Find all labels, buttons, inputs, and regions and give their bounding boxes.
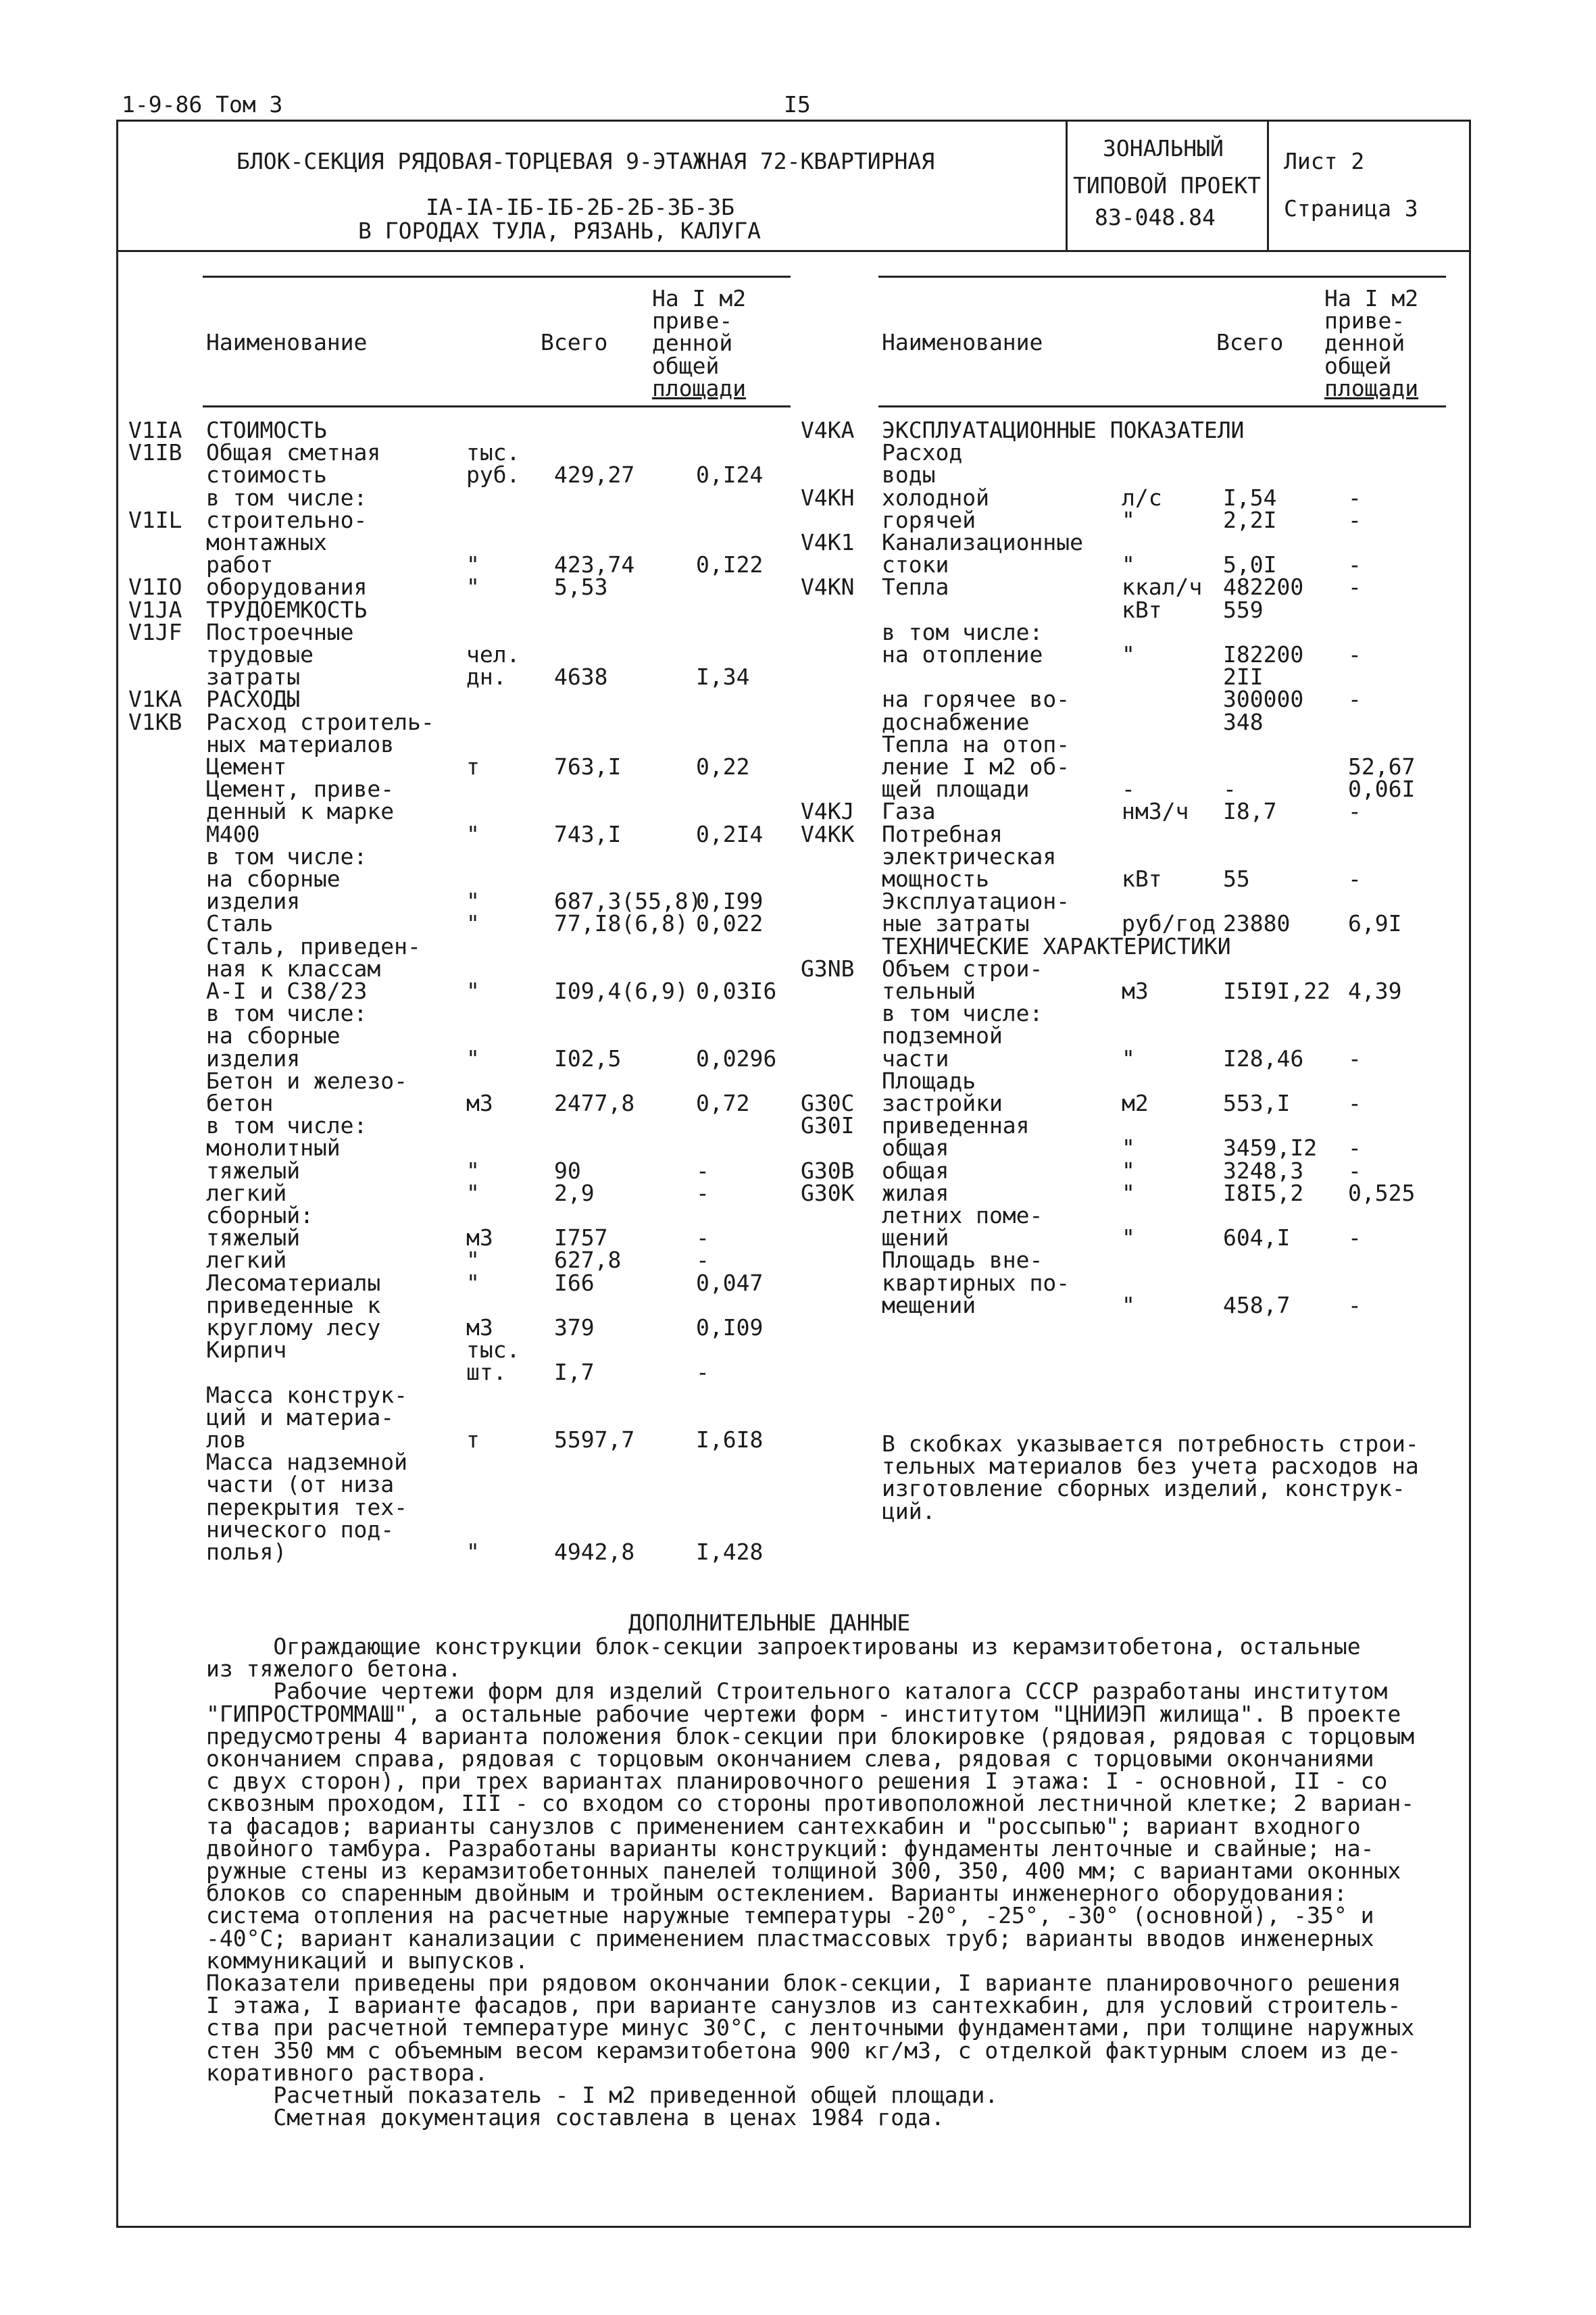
additional-line: окончанием справа, рядовая с торцовым окончанием слева, рядовая с торцовыми окончаниями	[206, 1745, 1374, 1772]
row-name: мощность	[882, 866, 989, 892]
row-name: бетон	[206, 1090, 274, 1116]
row-name: в том числе:	[206, 484, 368, 511]
footnote-line: ций.	[882, 1497, 936, 1524]
row-total: 3459,I2	[1223, 1135, 1318, 1162]
row-unit: т	[466, 753, 480, 780]
per-m2-header-line: общей	[1324, 352, 1392, 379]
row-name: тяжелый	[206, 1157, 301, 1184]
row-unit: "	[466, 574, 480, 601]
additional-line: сквозным проходом, III - со входом со стороны противоположной лестничной клетке; 2 вариан-	[206, 1790, 1415, 1817]
additional-line: Ограждающие конструкции блок-секции запроектированы из керамзитобетона, остальные	[206, 1633, 1361, 1660]
row-name: изделия	[206, 1045, 301, 1072]
row-per-m2: 52,67	[1348, 753, 1416, 780]
right-table-head-rule	[878, 405, 1446, 407]
row-per-m2: 6,9I	[1348, 910, 1402, 937]
row-per-m2: 0,0296	[696, 1045, 777, 1072]
row-unit: "	[466, 910, 480, 937]
row-total: 604,I	[1223, 1224, 1291, 1251]
row-name: в том числе:	[206, 1000, 368, 1027]
row-name: на сборные	[206, 866, 341, 892]
row-name: жилая	[882, 1179, 949, 1206]
left-table-head-rule	[203, 405, 791, 407]
row-unit: "	[466, 1179, 480, 1206]
row-name: затраты	[206, 664, 301, 691]
row-name: ная к классам	[206, 955, 381, 982]
row-name: общая	[882, 1135, 949, 1162]
row-total: 348	[1223, 708, 1264, 735]
per-m2-header-line: площади	[1324, 374, 1419, 401]
row-unit: м3	[466, 1314, 493, 1341]
additional-line: Расчетный показатель - I м2 приведенной общей площади.	[206, 2082, 999, 2108]
per-m2-header-line: общей	[652, 352, 720, 379]
row-code: V1JF	[128, 618, 182, 645]
row-per-m2: I,34	[696, 664, 750, 691]
row-name: легкий	[206, 1179, 287, 1206]
row-unit: кВт	[1122, 596, 1162, 623]
row-name: воды	[882, 462, 936, 489]
additional-line: двойного тамбура. Разработаны варианты конструкций: фундаменты ленточные и свайные; на-	[206, 1835, 1374, 1862]
row-per-m2: 0,047	[696, 1269, 764, 1296]
row-name: ные затраты	[882, 910, 1030, 937]
row-name: щений	[882, 1224, 949, 1251]
row-per-m2: 0,I22	[696, 551, 764, 578]
row-name: ТРУДОЕМКОСТЬ	[206, 596, 368, 623]
row-unit: "	[1122, 506, 1135, 533]
row-name: на отопление	[882, 641, 1043, 668]
row-name: Объем строи-	[882, 955, 1043, 982]
row-per-m2: -	[1348, 1045, 1362, 1072]
row-total: 300000	[1223, 686, 1304, 713]
row-per-m2: -	[1348, 574, 1362, 601]
row-total: 5597,7	[554, 1426, 635, 1453]
title-line2: IA-IA-IБ-IБ-2Б-2Б-3Б-3Б	[426, 194, 734, 220]
row-code: V1KA	[128, 686, 182, 713]
title-line3: В ГОРОДАХ ТУЛА, РЯЗАНЬ, КАЛУГА	[358, 218, 762, 244]
row-total: 559	[1223, 596, 1264, 623]
per-m2-header-line: денной	[652, 330, 733, 357]
row-name: застройки	[882, 1090, 1003, 1116]
row-per-m2: 0,2I4	[696, 820, 764, 847]
row-total: 5,53	[554, 574, 608, 601]
row-per-m2: -	[1348, 551, 1362, 578]
row-per-m2: 0,525	[1348, 1179, 1416, 1206]
row-name: круглому лесу	[206, 1314, 381, 1341]
left-col-total: Всего	[541, 329, 608, 355]
row-total: 2477,8	[554, 1090, 635, 1116]
row-total: 2,9	[554, 1179, 595, 1206]
row-name: на сборные	[206, 1022, 341, 1049]
row-unit: руб/год	[1122, 910, 1216, 937]
row-name: Масса надземной	[206, 1449, 408, 1476]
row-name: в том числе:	[206, 1112, 368, 1139]
row-total: 90	[554, 1157, 581, 1184]
row-total: I8I5,2	[1223, 1179, 1304, 1206]
additional-line: I этажа, I варианте фасадов, при варианте санузлов из сантехкабин, для условий строитель-	[206, 1992, 1401, 2019]
header-sheet-box	[1268, 122, 1469, 252]
row-per-m2: 0,06I	[1348, 776, 1416, 803]
row-total: I,54	[1223, 484, 1277, 511]
row-name: тяжелый	[206, 1224, 301, 1251]
additional-line: ружные стены из керамзитобетонных панелей толщиной 300, 350, 400 мм; с вариантами оконных	[206, 1858, 1401, 1884]
row-total: I8,7	[1223, 798, 1277, 825]
row-total: 55	[1223, 866, 1250, 892]
row-name: Масса конструк-	[206, 1381, 408, 1408]
per-m2-header-line: приве-	[1324, 307, 1405, 334]
row-name: трудовые	[206, 641, 314, 668]
row-unit: "	[1122, 1045, 1135, 1072]
row-name: летних поме-	[882, 1202, 1043, 1228]
row-per-m2: -	[696, 1179, 709, 1206]
row-unit: "	[1122, 1135, 1135, 1162]
row-name: изделия	[206, 888, 301, 915]
additional-line: система отопления на расчетные наружные температуры -20°, -25°, -30° (основной), -35° и	[206, 1902, 1374, 1929]
row-total: 77,I8(6,8)	[554, 910, 689, 937]
sheet-label: Лист 2	[1284, 148, 1365, 174]
row-name: Эксплуатацион-	[882, 888, 1070, 915]
row-name: стоки	[882, 551, 949, 578]
row-name: Лесоматериалы	[206, 1269, 381, 1296]
row-name: монолитный	[206, 1135, 341, 1162]
row-unit: шт.	[466, 1359, 507, 1386]
row-name: Бетон и железо-	[206, 1067, 408, 1094]
row-total: 5,0I	[1223, 551, 1277, 578]
row-name: нического под-	[206, 1516, 395, 1543]
additional-line: Сметная документация составлена в ценах 1984 года.	[206, 2104, 945, 2131]
row-code: V1IB	[128, 439, 182, 466]
row-per-m2: -	[1348, 798, 1362, 825]
row-unit: "	[466, 1045, 480, 1072]
page-label: Страница 3	[1284, 195, 1418, 222]
row-per-m2: -	[1348, 641, 1362, 668]
row-per-m2: -	[1348, 484, 1362, 511]
additional-line: стен 350 мм с объемным весом керамзитобетона 900 кг/м3, с отделкой фактурным слоем из де-	[206, 2037, 1401, 2064]
row-name: общая	[882, 1157, 949, 1184]
row-per-m2: -	[1348, 1090, 1362, 1116]
row-unit: м3	[466, 1090, 493, 1116]
row-total: 2,2I	[1223, 506, 1277, 533]
additional-line: Показатели приведены при рядовом окончании блок-секции, I варианте планировочного решения	[206, 1970, 1401, 1996]
row-name: холодной	[882, 484, 989, 511]
row-per-m2: -	[1348, 866, 1362, 892]
right-col-total: Всего	[1216, 329, 1284, 355]
row-unit: "	[466, 551, 480, 578]
row-name: доснабжение	[882, 708, 1030, 735]
row-name: оборудования	[206, 574, 368, 601]
row-unit: "	[466, 978, 480, 1004]
additional-line: блоков со спаренным двойным и тройным остеклением. Варианты инженерного оборудования:	[206, 1880, 1347, 1907]
row-unit: т	[466, 1426, 480, 1453]
row-name: на горячее во-	[882, 686, 1070, 713]
row-total: 429,27	[554, 462, 635, 489]
project-line1: ЗОНАЛЬНЫЙ	[1103, 135, 1224, 161]
row-unit: "	[466, 1539, 480, 1565]
top-left-ref: 1-9-86 Том 3	[122, 91, 283, 118]
row-name: Цемент	[206, 753, 287, 780]
row-per-m2: 0,I24	[696, 462, 764, 489]
row-name: Сталь	[206, 910, 274, 937]
row-total: I757	[554, 1224, 608, 1251]
row-name: РАСХОДЫ	[206, 686, 301, 713]
row-code: G30I	[801, 1112, 855, 1139]
row-name: Площадь	[882, 1067, 976, 1094]
row-per-m2: -	[696, 1359, 709, 1386]
row-name: Построечные	[206, 618, 354, 645]
row-name: Общая сметная	[206, 439, 381, 466]
right-table-top-rule	[878, 276, 1446, 278]
additional-line: -40°С; вариант канализации с применением пластмассовых труб; варианты вводов инженерных	[206, 1924, 1374, 1951]
row-per-m2: 0,I09	[696, 1314, 764, 1341]
row-name: ление I м2 об-	[882, 753, 1070, 780]
row-code: V1IA	[128, 417, 182, 443]
row-name: приведенные к	[206, 1291, 381, 1318]
row-unit: м2	[1122, 1090, 1149, 1116]
row-code: V4KA	[801, 417, 855, 443]
row-code: V1IO	[128, 574, 182, 601]
row-unit: кВт	[1122, 866, 1162, 892]
row-name: ций и материа-	[206, 1403, 395, 1430]
row-name: легкий	[206, 1247, 287, 1274]
row-unit: м3	[466, 1224, 493, 1251]
row-name: Потребная	[882, 820, 1003, 847]
row-unit: л/с	[1122, 484, 1162, 511]
row-total: 23880	[1223, 910, 1291, 937]
row-name: М400	[206, 820, 260, 847]
row-name: работ	[206, 551, 274, 578]
row-code: G30K	[801, 1179, 855, 1206]
row-unit: чел.	[466, 641, 520, 668]
row-name: перекрытия тех-	[206, 1493, 408, 1520]
row-per-m2: -	[1348, 1291, 1362, 1318]
row-total: 379	[554, 1314, 595, 1341]
row-total: I82200	[1223, 641, 1304, 668]
row-per-m2: -	[1348, 506, 1362, 533]
row-name: Сталь, приведен-	[206, 932, 421, 960]
row-per-m2: 0,022	[696, 910, 764, 937]
row-total: I09,4(6,9)	[554, 978, 689, 1004]
row-name: денный к марке	[206, 798, 395, 825]
row-code: G30B	[801, 1157, 855, 1184]
row-unit: "	[466, 888, 480, 915]
row-name: Расход строитель-	[206, 708, 434, 735]
row-unit: "	[1122, 1224, 1135, 1251]
row-name: части (от низа	[206, 1471, 395, 1498]
row-name: горячей	[882, 506, 976, 533]
row-name: ТЕХНИЧЕСКИЕ ХАРАКТЕРИСТИКИ	[882, 932, 1231, 960]
row-unit: "	[1122, 1157, 1135, 1184]
row-per-m2: -	[696, 1224, 709, 1251]
row-name: сборный:	[206, 1202, 314, 1228]
additional-line: с двух сторон), при трех вариантах планировочного решения I этажа: I - основной, II - со	[206, 1768, 1388, 1795]
row-unit: тыс.	[466, 439, 520, 466]
row-name: ных материалов	[206, 730, 395, 757]
row-total: 482200	[1223, 574, 1304, 601]
row-name: Расход	[882, 439, 963, 466]
row-name: электрическая	[882, 843, 1057, 870]
per-m2-header-line: приве-	[652, 307, 733, 334]
row-per-m2: 0,03I6	[696, 978, 777, 1004]
row-name: щей площади	[882, 776, 1030, 803]
row-per-m2: -	[1348, 1224, 1362, 1251]
row-name: Площадь вне-	[882, 1247, 1043, 1274]
row-per-m2: 0,I99	[696, 888, 764, 915]
row-code: V1KB	[128, 708, 182, 735]
row-name: лов	[206, 1426, 247, 1453]
page-number: I5	[784, 91, 811, 118]
row-total: 627,8	[554, 1247, 622, 1274]
right-col-name: Наименование	[882, 329, 1043, 355]
row-name: Кирпич	[206, 1337, 287, 1364]
row-name: квартирных по-	[882, 1269, 1070, 1296]
row-total: 763,I	[554, 753, 622, 780]
row-code: V1IL	[128, 506, 182, 533]
row-total: 687,3(55,8)	[554, 888, 702, 915]
additional-line: та фасадов; варианты санузлов с применением сантехкабин и "россыпью"; вариант входного	[206, 1812, 1361, 1839]
title-line1: БЛОК-СЕКЦИЯ РЯДОВАЯ-ТОРЦЕВАЯ 9-ЭТАЖНАЯ 72-КВАРТИРНАЯ	[236, 148, 935, 174]
per-m2-header-line: площади	[652, 374, 747, 401]
row-name: Цемент, приве-	[206, 776, 395, 803]
row-name: ЭКСПЛУАТАЦИОННЫЕ ПОКАЗАТЕЛИ	[882, 417, 1245, 443]
per-m2-header-line: На I м2	[1324, 285, 1419, 312]
additional-line: "ГИПРОСТРОММАШ", а остальные рабочие чертежи форм - институтом "ЦНИИЭП жилища". В проекте	[206, 1700, 1401, 1727]
row-per-m2: -	[1348, 1135, 1362, 1162]
row-per-m2: -	[1348, 686, 1362, 713]
additional-line: ства при расчетной температуре минус 30°С, с ленточными фундаментами, при толщине наружных	[206, 2014, 1415, 2041]
row-per-m2: I,428	[696, 1539, 764, 1565]
row-name: монтажных	[206, 529, 327, 555]
row-unit: "	[1122, 551, 1135, 578]
row-total: 458,7	[1223, 1291, 1291, 1318]
additional-line: предусмотрены 4 варианта положения блок-секции при блокировке (рядовая, рядовая с торцовым	[206, 1722, 1415, 1749]
row-name: стоимость	[206, 462, 327, 489]
row-code: V1JA	[128, 596, 182, 623]
row-total: 4942,8	[554, 1539, 635, 1565]
row-per-m2: -	[1348, 1157, 1362, 1184]
row-name: полья)	[206, 1539, 287, 1565]
row-total: 2II	[1223, 664, 1264, 691]
footnote-line: тельных материалов без учета расходов на	[882, 1453, 1419, 1480]
row-code: V4KK	[801, 820, 855, 847]
row-code: G3NB	[801, 955, 855, 982]
row-total: I,7	[554, 1359, 595, 1386]
left-table-top-rule	[203, 276, 791, 278]
row-unit: -	[1122, 776, 1135, 803]
row-name: части	[882, 1045, 949, 1072]
project-line2: ТИПОВОЙ ПРОЕКТ	[1073, 172, 1262, 199]
row-total: -	[1223, 776, 1237, 803]
row-code: V4K1	[801, 529, 855, 555]
per-m2-header-line: На I м2	[652, 285, 747, 312]
project-line3: 83-048.84	[1095, 204, 1216, 230]
row-total: 4638	[554, 664, 608, 691]
row-total: I5I9I,22	[1223, 978, 1330, 1004]
row-unit: "	[466, 1157, 480, 1184]
row-code: V4KN	[801, 574, 855, 601]
additional-line: из тяжелого бетона.	[206, 1656, 462, 1683]
row-name: Тепла	[882, 574, 949, 601]
additional-line: коративного раствора.	[206, 2059, 489, 2086]
row-unit: ккал/ч	[1122, 574, 1203, 601]
row-per-m2: -	[696, 1157, 709, 1184]
row-total: I02,5	[554, 1045, 622, 1072]
per-m2-header-line: денной	[1324, 330, 1405, 357]
row-name: Тепла на отоп-	[882, 730, 1070, 757]
row-name: строительно-	[206, 506, 368, 533]
row-name: в том числе:	[206, 843, 368, 870]
row-name: тельный	[882, 978, 976, 1004]
row-unit: "	[1122, 641, 1135, 668]
row-name: A-I и C38/23	[206, 978, 368, 1004]
row-total: 743,I	[554, 820, 622, 847]
row-per-m2: 0,72	[696, 1090, 750, 1116]
row-name: в том числе:	[882, 1000, 1043, 1027]
row-unit: тыс.	[466, 1337, 520, 1364]
row-total: 423,74	[554, 551, 635, 578]
row-unit: "	[1122, 1291, 1135, 1318]
row-per-m2: -	[696, 1247, 709, 1274]
row-unit: м3	[1122, 978, 1149, 1004]
footnote-line: В скобках указывается потребность строи-	[882, 1430, 1419, 1457]
footnote-line: изготовление сборных изделий, конструк-	[882, 1475, 1405, 1502]
row-code: V4KH	[801, 484, 855, 511]
row-unit: "	[466, 1247, 480, 1274]
row-unit: "	[1122, 1179, 1135, 1206]
row-total: I28,46	[1223, 1045, 1304, 1072]
row-code: V4KJ	[801, 798, 855, 825]
row-name: мещений	[882, 1291, 976, 1318]
row-unit: нм3/ч	[1122, 798, 1189, 825]
additional-line: Рабочие чертежи форм для изделий Строительного каталога СССР разработаны институтом	[206, 1678, 1388, 1705]
row-total: 3248,3	[1223, 1157, 1304, 1184]
row-total: 553,I	[1223, 1090, 1291, 1116]
row-name: приведенная	[882, 1112, 1030, 1139]
row-per-m2: 4,39	[1348, 978, 1402, 1004]
row-name: Газа	[882, 798, 936, 825]
row-per-m2: 0,22	[696, 753, 750, 780]
row-name: подземной	[882, 1022, 1003, 1049]
row-unit: "	[466, 1269, 480, 1296]
row-per-m2: I,6I8	[696, 1426, 764, 1453]
row-unit: дн.	[466, 664, 507, 691]
row-total: I66	[554, 1269, 595, 1296]
additional-title: ДОПОЛНИТЕЛЬНЫЕ ДАННЫЕ	[628, 1610, 911, 1636]
row-code: G30C	[801, 1090, 855, 1116]
additional-line: коммуникаций и выпусков.	[206, 1947, 528, 1974]
row-name: Канализационные	[882, 529, 1084, 555]
left-col-name: Наименование	[206, 329, 368, 355]
row-unit: руб.	[466, 462, 520, 489]
row-name: в том числе:	[882, 618, 1043, 645]
row-name: СТОИМОСТЬ	[206, 417, 327, 443]
row-unit: "	[466, 820, 480, 847]
